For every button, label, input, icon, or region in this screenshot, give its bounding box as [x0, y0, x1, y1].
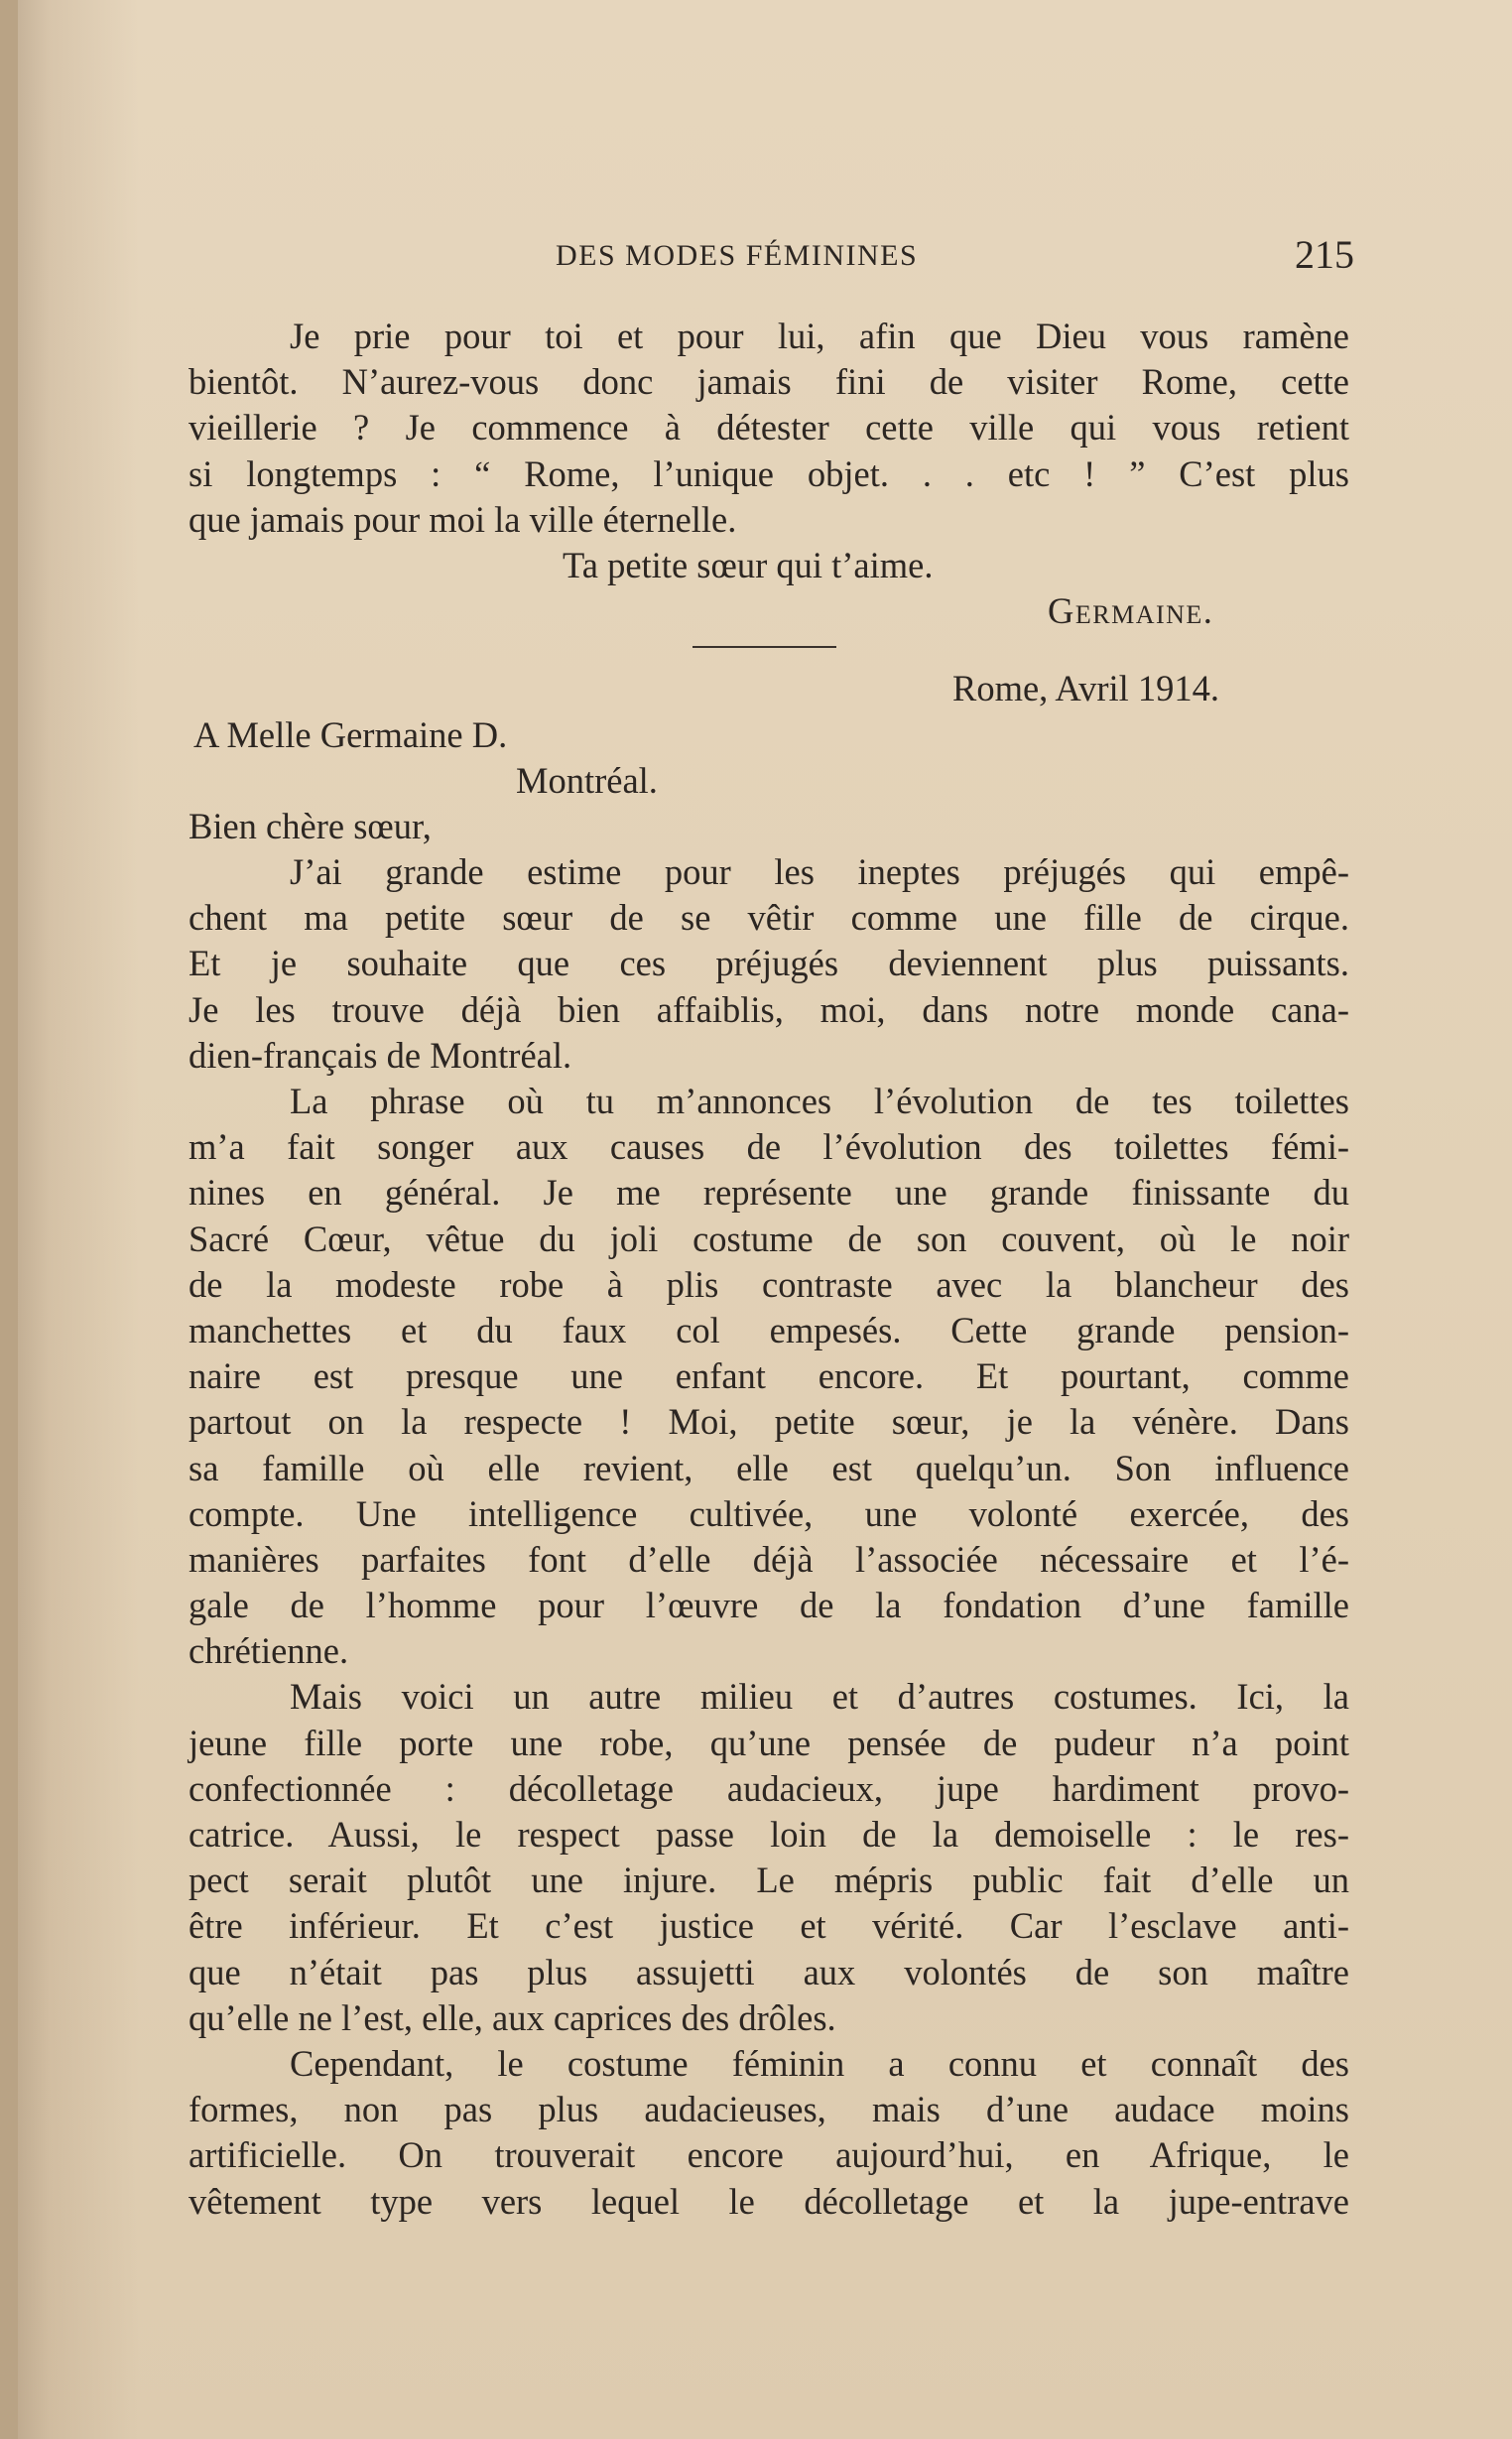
letter-addressee-city: Montréal.: [516, 759, 658, 801]
text-line: que n’était pas plus assujetti aux volontés de son maître: [189, 1951, 1349, 1992]
text-line: jeune fille porte une robe, qu’une pensée de pudeur n’a point: [189, 1722, 1349, 1763]
text-line: sa famille où elle revient, elle est quelqu’un. Son influence: [189, 1447, 1349, 1488]
text-line: confectionnée : décolletage audacieux, jupe hardiment provo-: [189, 1767, 1349, 1809]
text-line: bientôt. N’aurez-vous donc jamais fini de visiter Rome, cette: [189, 361, 1349, 403]
page-body: [189, 314, 1349, 2225]
section-separator: [693, 646, 836, 648]
paragraph: [189, 849, 1349, 1079]
text-line: m’a fait songer aux causes de l’évolution des toilettes fémi-: [189, 1126, 1349, 1168]
text-line: si longtemps : “ Rome, l’unique objet. . . etc ! ” C’est plus: [189, 452, 1349, 494]
text-line: naire est presque une enfant encore. Et pourtant, comme: [189, 1355, 1349, 1397]
separator-row: [189, 634, 1349, 680]
text-line: être inférieur. Et c’est justice et vérité. Car l’esclave anti-: [189, 1905, 1349, 1947]
text-line: Je les trouve déjà bien affaiblis, moi, dans notre monde cana-: [189, 988, 1349, 1030]
letter-closing: Ta petite sœur qui t’aime.: [563, 544, 934, 585]
paragraph: [189, 1674, 1349, 2041]
paragraph: [189, 2041, 1349, 2225]
text-line: partout on la respecte ! Moi, petite sœur, je la vénère. Dans: [189, 1401, 1349, 1443]
letter-place-date: Rome, Avril 1914.: [952, 668, 1220, 709]
letter-1: [189, 314, 1349, 634]
text-line: compte. Une intelligence cultivée, une volonté exercée, des: [189, 1492, 1349, 1534]
letter-addressee: A Melle Germaine D.: [193, 713, 508, 755]
text-line: J’ai grande estime pour les ineptes préjugés qui empê-: [290, 851, 1349, 893]
text-line: manchettes et du faux col empesés. Cette grande pension-: [189, 1309, 1349, 1350]
text-line: Mais voici un autre milieu et d’autres costumes. Ici, la: [290, 1676, 1349, 1718]
text-line: nines en général. Je me représente une grande finissante du: [189, 1172, 1349, 1214]
text-line: artificielle. On trouverait encore aujourd’hui, en Afrique, le: [189, 2134, 1349, 2176]
text-line: gale de l’homme pour l’œuvre de la fondation d’une famille: [189, 1585, 1349, 1626]
page-header: [193, 231, 1354, 281]
text-line: dien-français de Montréal.: [189, 1034, 572, 1076]
text-line: Et je souhaite que ces préjugés deviennent plus puissants.: [189, 943, 1349, 984]
text-line: vêtement type vers lequel le décolletage et la jupe-entrave: [189, 2180, 1349, 2222]
text-line: de la modeste robe à plis contraste avec la blancheur des: [189, 1263, 1349, 1305]
page-gutter: [0, 0, 18, 2439]
page-number: 215: [1295, 232, 1354, 277]
letter-2: [189, 666, 1349, 2224]
text-line: Je prie pour toi et pour lui, afin que Dieu vous ramène: [290, 316, 1349, 356]
text-line: Sacré Cœur, vêtue du joli costume de son couvent, où le noir: [189, 1218, 1349, 1259]
text-line: chrétienne.: [189, 1630, 349, 1672]
paragraph: [189, 1079, 1349, 1674]
text-line: vieillerie ? Je commence à détester cette ville qui vous retient: [189, 407, 1349, 449]
text-line: pect serait plutôt une injure. Le mépris public fait d’elle un: [189, 1860, 1349, 1901]
letter-salutation: Bien chère sœur,: [189, 805, 432, 846]
text-line: qu’elle ne l’est, elle, aux caprices des drôles.: [189, 1996, 836, 2038]
text-line: catrice. Aussi, le respect passe loin de la demoiselle : le res-: [189, 1814, 1349, 1855]
letter-signature: Germaine.: [1048, 590, 1214, 632]
text-line: chent ma petite sœur de se vêtir comme une fille de cirque.: [189, 897, 1349, 939]
text-line: Cependant, le costume féminin a connu et connaît des: [290, 2042, 1349, 2084]
text-line: La phrase où tu m’annonces l’évolution de tes toilettes: [290, 1081, 1349, 1121]
text-line: formes, non pas plus audacieuses, mais d’une audace moins: [189, 2089, 1349, 2130]
text-line: manières parfaites font d’elle déjà l’associée nécessaire et l’é-: [189, 1538, 1349, 1580]
running-title: DES MODES FÉMININES: [556, 239, 919, 272]
text-line: que jamais pour moi la ville éternelle.: [189, 498, 737, 540]
